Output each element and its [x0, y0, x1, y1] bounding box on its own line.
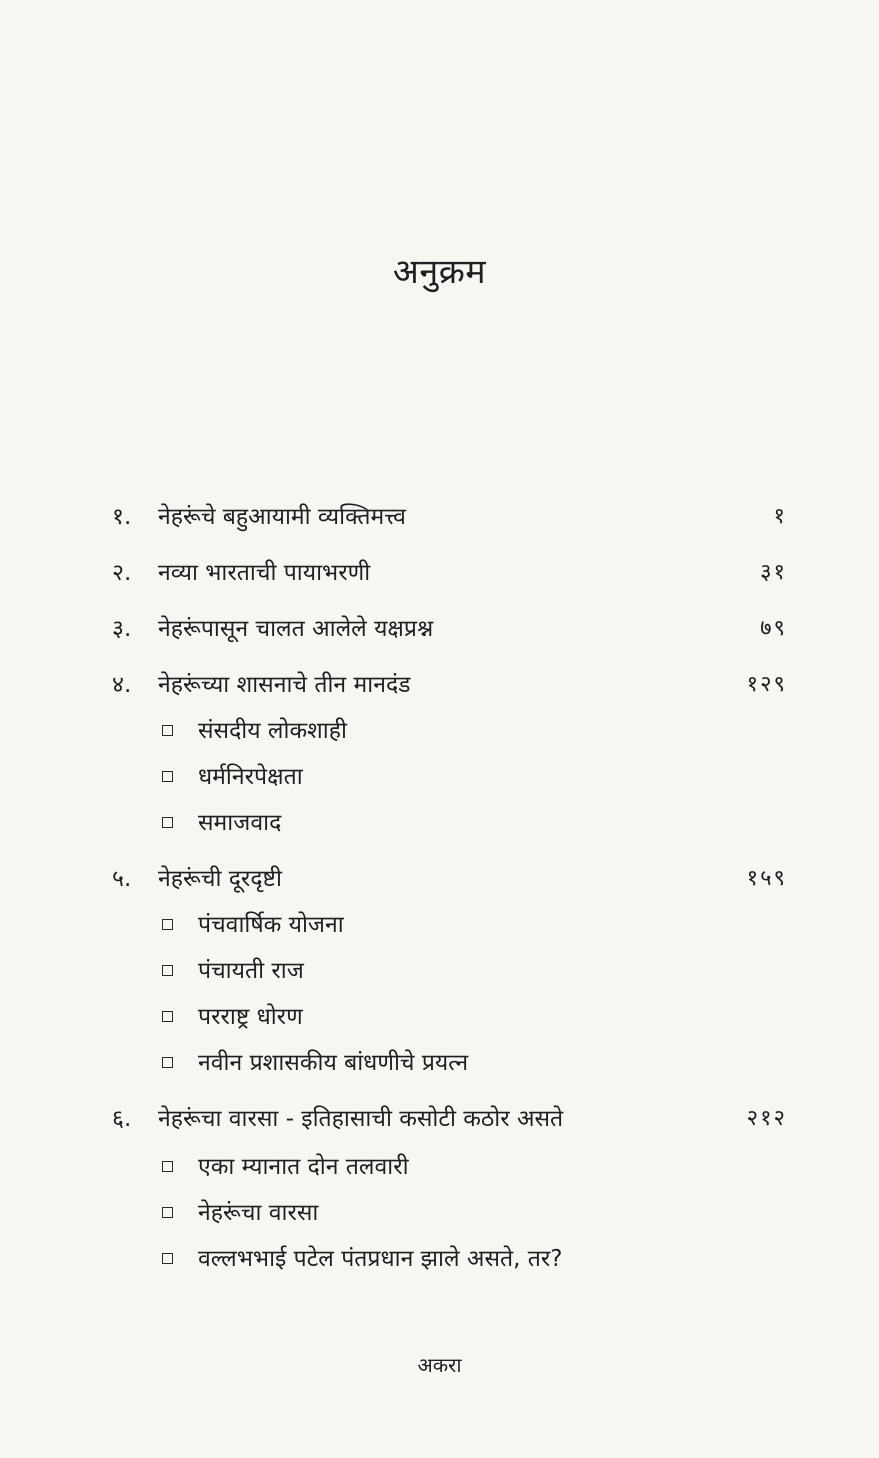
subentry-title: धर्मनिरपेक्षता: [198, 764, 303, 790]
chapter-number: २.: [112, 560, 132, 586]
checkbox-bullet-icon: [162, 919, 173, 930]
checkbox-bullet-icon: [162, 965, 173, 976]
chapter-number: ५.: [112, 866, 132, 892]
chapter-page-number: १: [773, 504, 787, 529]
toc-entry: [112, 1102, 752, 1136]
subentry-title: नेहरूंचा वारसा: [198, 1200, 319, 1226]
subentry-title: नवीन प्रशासकीय बांधणीचे प्रयत्न: [198, 1050, 469, 1076]
chapter-title: नेहरूंची दूरदृष्टी: [158, 866, 282, 892]
chapter-title: नेहरूंचा वारसा - इतिहासाची कसोटी कठोर असते: [158, 1106, 564, 1132]
checkbox-bullet-icon: [162, 1253, 173, 1264]
page-title: अनुक्रम: [392, 252, 487, 292]
chapter-title: नेहरूंपासून चालत आलेले यक्षप्रश्न: [158, 616, 434, 642]
chapter-number: ३.: [112, 616, 132, 642]
chapter-page-number: ७९: [760, 616, 787, 641]
subentry-title: एका म्यानात दोन तलवारी: [198, 1154, 409, 1180]
toc-entry: [112, 668, 752, 702]
toc-entry: [112, 612, 752, 646]
toc-entry: [112, 862, 752, 896]
checkbox-bullet-icon: [162, 1207, 173, 1218]
chapter-title: नव्या भारताची पायाभरणी: [158, 560, 371, 586]
checkbox-bullet-icon: [162, 725, 173, 736]
subentry-title: पंचायती राज: [198, 958, 304, 984]
chapter-title: नेहरूंच्या शासनाचे तीन मानदंड: [158, 672, 411, 698]
subentry-title: संसदीय लोकशाही: [198, 718, 347, 744]
chapter-page-number: २१२: [746, 1106, 787, 1131]
chapter-title: नेहरूंचे बहुआयामी व्यक्तिमत्त्व: [158, 504, 406, 530]
checkbox-bullet-icon: [162, 1161, 173, 1172]
subentry-title: परराष्ट्र धोरण: [198, 1004, 303, 1030]
toc-entry: [112, 556, 752, 590]
chapter-page-number: ३१: [760, 560, 787, 585]
toc-entry: [112, 500, 752, 534]
subentry-title: समाजवाद: [198, 810, 282, 836]
subentry-title: पंचवार्षिक योजना: [198, 912, 344, 938]
subentry-title: वल्लभभाई पटेल पंतप्रधान झाले असते, तर?: [198, 1246, 563, 1272]
checkbox-bullet-icon: [162, 817, 173, 828]
chapter-number: १.: [112, 504, 132, 530]
chapter-number: ४.: [112, 672, 132, 698]
page-footer-number: अकरा: [417, 1353, 462, 1377]
checkbox-bullet-icon: [162, 1057, 173, 1068]
chapter-page-number: १५९: [746, 866, 787, 891]
chapter-page-number: १२९: [746, 672, 787, 697]
checkbox-bullet-icon: [162, 1011, 173, 1022]
checkbox-bullet-icon: [162, 771, 173, 782]
chapter-number: ६.: [112, 1106, 132, 1132]
